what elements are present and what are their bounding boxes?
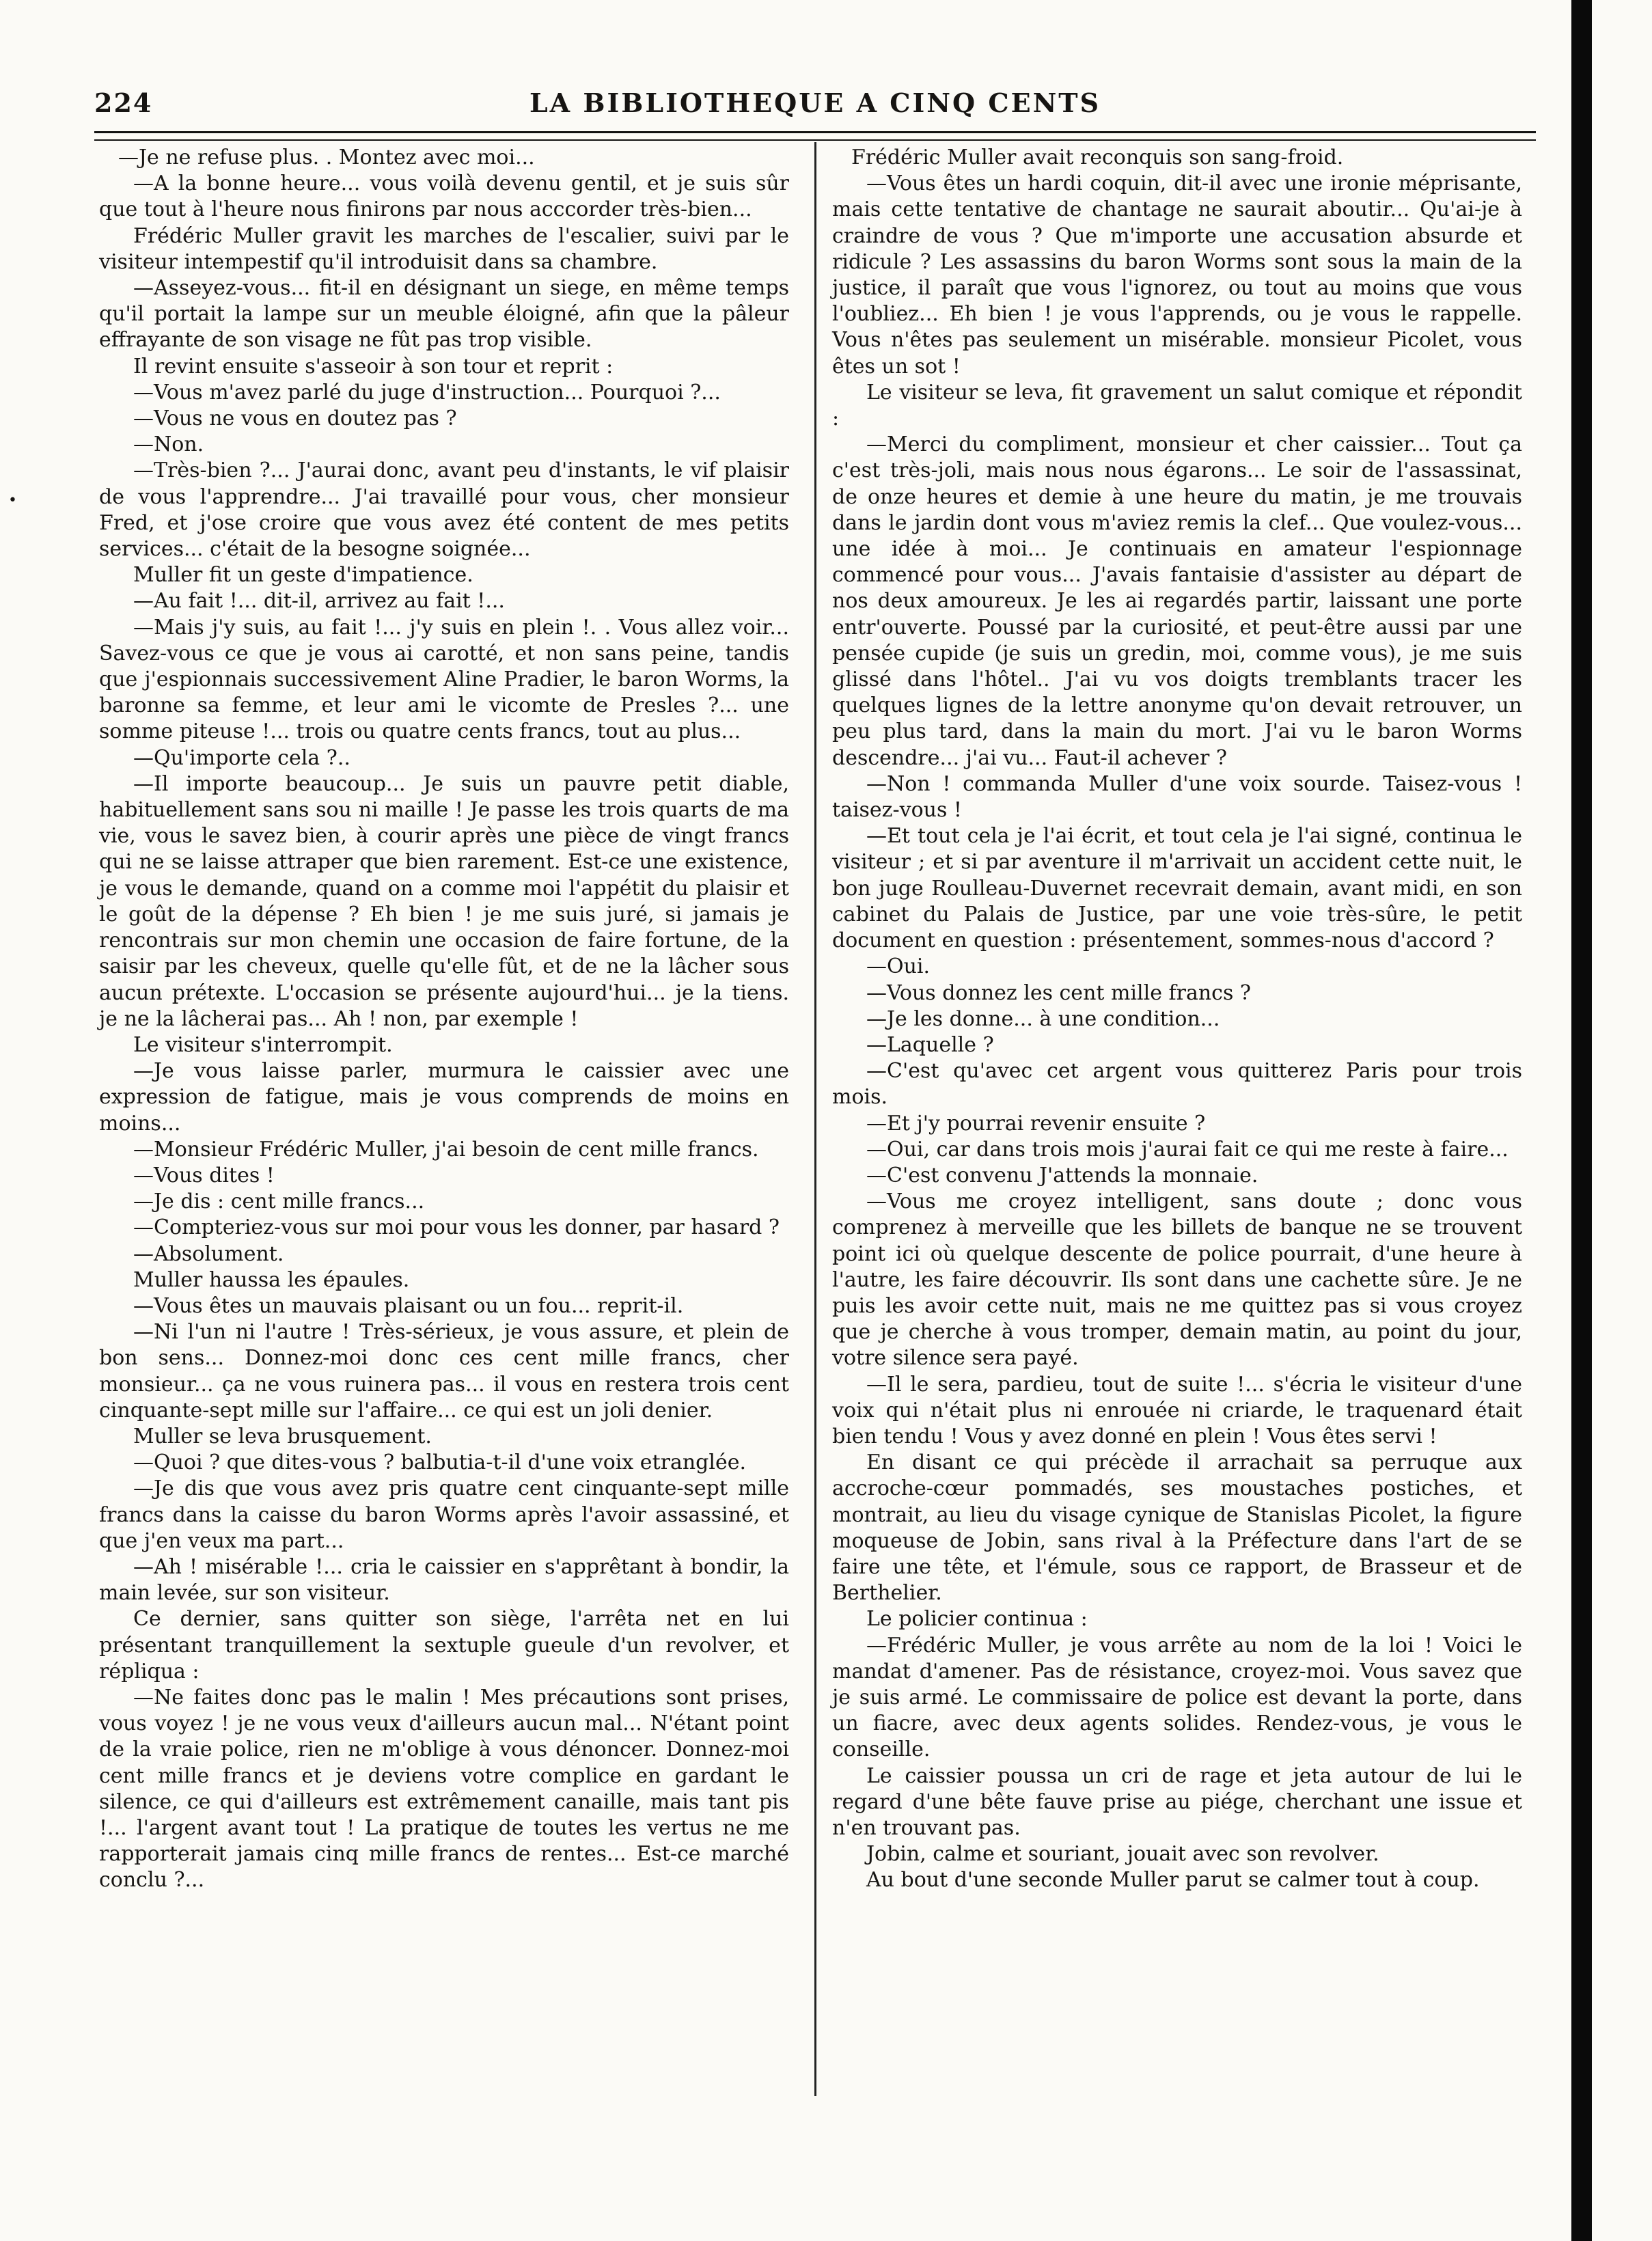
paragraph: Muller haussa les épaules. [133,1267,410,1292]
paragraph: —Et j'y pourrai revenir ensuite ? [866,1111,1206,1136]
paragraph: —A la bonne heure... vous voilà devenu gentil, et je suis sûr que tout à l'heure nous finirons par nous acccorder très-bien... [99,171,789,222]
paragraph: Le visiteur se leva, fit gravement un salut comique et répondit : [832,380,1522,431]
paragraph: —Non ! commanda Muller d'une voix sourde. Taisez-vous ! taisez-vous ! [832,771,1522,823]
paragraph: —Il le sera, pardieu, tout de suite !... s'écria le visiteur d'une voix qui n'était plus ni enrouée ni criarde, le traquenard était bien tendu ! Vous y avez donné en plein ! Vous êtes servi ! [832,1372,1522,1448]
paragraph: —Ne faites donc pas le malin ! Mes précautions sont prises, vous voyez ! je ne vous veux d'ailleurs aucun mal... N'étant point de la vraie police, rien ne m'oblige à vous dénoncer. Donnez-moi cent mille francs et je deviens votre complice en gardant le silence, ce qui d'ailleurs est extrêmement canaille, mais tant pis !... l'argent avant tout ! La pratique de toutes les vertus ne me rapporterait jamais cinq mille francs de rentes... Est-ce marché conclu ?... [99,1685,789,1893]
paragraph: —Vous dites ! [133,1163,275,1187]
paragraph: —Qu'importe cela ?.. [133,745,350,770]
paragraph: —Non. [133,432,204,457]
paragraph: Jobin, calme et souriant, jouait avec son revolver. [866,1842,1379,1867]
paragraph: —Laquelle ? [866,1032,994,1057]
paragraph: —Je les donne... à une condition... [866,1006,1220,1031]
paragraph: —Absolument. [133,1241,284,1266]
paragraph: Ce dernier, sans quitter son siège, l'arrêta net en lui présentant tranquillement la sextuple gueule d'un revolver, et répliqua : [99,1607,789,1683]
page-number: 224 [94,87,153,118]
paragraph: Au bout d'une seconde Muller parut se calmer tout à coup. [866,1868,1480,1893]
paragraph: —Vous êtes un mauvais plaisant ou un fou... reprit-il. [133,1293,684,1318]
paragraph: —Je dis que vous avez pris quatre cent cinquante-sept mille francs dans la caisse du baron Worms après l'avoir assassiné, et que j'en veux ma part... [99,1476,789,1553]
paragraph: Muller fit un geste d'impatience. [133,563,473,588]
page-header [94,87,1536,128]
paragraph: —Compteriez-vous sur moi pour vous les donner, par hasard ? [133,1215,780,1240]
paragraph: —Il importe beaucoup... Je suis un pauvre petit diable, habituellement sans sou ni maille ! Je passe les trois quarts de ma vie, vous le savez bien, à courir après une pièce de vingt francs qui ne se laisse attraper que bien rarement. Est-ce une existence, je vous le demande, quand on a comme moi l'appétit du plaisir et le goût de la dépense ? Eh bien ! je me suis juré, si jamais je rencontrais sur mon chemin une occasion de faire fortune, de la saisir par les cheveux, quelle qu'elle fût, et de ne la lâcher sous aucun prétexte. L'occasion se présente aujourd'hui... je la tiens. je ne la lâcherai pas... Ah ! non, par exemple ! [99,771,789,1031]
paragraph: —Mais j'y suis, au fait !... j'y suis en plein !. . Vous allez voir... Savez-vous ce que je vous ai carotté, et non sans peine, tandis que j'espionnais successivement Aline Pradier, le baron Worms, la baronne sa femme, et leur ami le vicomte de Presles ?... une somme piteuse !... trois ou quatre cents francs, tout au plus... [99,615,789,744]
right-column [832,145,1522,1894]
paragraph: —Merci du compliment, monsieur et cher caissier... Tout ça c'est très-joli, mais nous nous égarons... Le soir de l'assassinat, de onze heures et demie à une heure du matin, je me trouvais dans le jardin dont vous m'aviez remis la clef... Que voulez-vous... une idée à moi... Je continuais en amateur l'espionnage commencé pour vous... J'avais fantaisie d'assister au départ de nos deux amoureux. Je les ai regardés partir, laissant une porte entr'ouverte. Poussé par la curiosité, et peut-être aussi par une pensée cupide (je suis un gredin, moi, comme vous), je me suis glissé dans l'hôtel.. J'ai vu vos doigts tremblants tracer les quelques lignes de la lettre anonyme qu'on devait retrouver, un peu plus tard, dans la main du mort. J'ai vu le baron Worms descendre... j'ai vu... Faut-il achever ? [832,432,1522,770]
header-rule-top [94,131,1536,133]
paragraph: —Vous m'avez parlé du juge d'instruction... Pourquoi ?... [133,380,721,404]
paragraph: —Vous ne vous en doutez pas ? [133,407,457,431]
paragraph: —Je vous laisse parler, murmura le caissier avec une expression de fatigue, mais je vous comprends de moins en moins... [99,1059,789,1136]
paragraph: —Ni l'un ni l'autre ! Très-sérieux, je vous assure, et plein de bon sens... Donnez-moi donc ces cent mille francs, cher monsieur... ça ne vous ruinera pas... il vous en restera trois cent cinquante-sept mille sur l'affaire... ce qui est un joli denier. [99,1320,789,1422]
paragraph: —Frédéric Muller, je vous arrête au nom de la loi ! Voici le mandat d'amener. Pas de résistance, croyez-moi. Vous savez que je suis armé. Le commissaire de police est devant la porte, dans un fiacre, avec deux agents solides. Rendez-vous, je vous le conseille. [832,1633,1522,1762]
paragraph: —Vous êtes un hardi coquin, dit-il avec une ironie méprisante, mais cette tentative de chantage ne saurait aboutir... Qu'ai-je à craindre de vous ? Que m'importe une accusation absurde et ridicule ? Les assassins du baron Worms sont sous la main de la justice, il paraît que vous l'ignorez, ou tout au moins que vous l'oubliez... Eh bien ! je vous l'apprends, ou je vous le rappelle. Vous n'êtes pas seulement un misérable. monsieur Picolet, vous êtes un sot ! [832,171,1522,379]
paragraph: —Quoi ? que dites-vous ? balbutia-t-il d'une voix etranglée. [133,1451,747,1475]
paragraph: —Ah ! misérable !... cria le caissier en s'apprêtant à bondir, la main levée, sur son visiteur. [99,1554,789,1606]
paragraph: —Monsieur Frédéric Muller, j'ai besoin de cent mille francs. [133,1137,759,1161]
paragraph: —Et tout cela je l'ai écrit, et tout cela je l'ai signé, continua le visiteur ; et si par aventure il m'arrivait un accident cette nuit, le bon juge Roulleau-Duvernet recevrait demain, avant midi, en son cabinet du Palais de Justice, par une voie très-sûre, le petit document en question : présentement, sommes-nous d'accord ? [832,824,1522,953]
paragraph: Muller se leva brusquement. [133,1424,432,1448]
left-column [99,145,789,1894]
paragraph: —Vous me croyez intelligent, sans doute ; donc vous comprenez à merveille que les billets de banque ne se trouvent point ici où quelque descente de police pourrait, d'une heure à l'autre, les faire découvrir. Ils sont dans une cachette sûre. Je ne puis les avoir cette nuit, mais ne me quittez pas si vous croyez que je cherche à vous tromper, demain matin, au point du jour, votre silence sera payé. [832,1190,1522,1371]
paragraph: —Oui. [866,954,931,979]
paragraph: —C'est convenu J'attends la monnaie. [866,1163,1258,1187]
paragraph: —Asseyez-vous... fit-il en désignant un siege, en même temps qu'il portait la lampe sur un meuble éloigné, afin que la pâleur effrayante de son visage ne fût pas trop visible. [99,276,789,353]
paragraph: Frédéric Muller gravit les marches de l'escalier, suivi par le visiteur intempestif qu'il introduisit dans sa chambre. [99,223,789,274]
paragraph: —Je dis : cent mille francs... [133,1190,425,1214]
running-title: LA BIBLIOTHEQUE A CINQ CENTS [529,87,1101,118]
paragraph: —Au fait !... dit-il, arrivez au fait !... [133,589,505,614]
paragraph: Frédéric Muller avait reconquis son sang-froid. [851,146,1344,169]
page-edge-shadow [1571,0,1592,2241]
margin-mark: • [8,492,17,509]
paragraph: —Vous donnez les cent mille francs ? [866,980,1251,1005]
column-divider [814,142,816,2096]
paragraph: Le caissier poussa un cri de rage et jeta autour de lui le regard d'une bête fauve prise au piége, cherchant une issue et n'en trouvant pas. [832,1763,1522,1840]
paragraph: —Oui, car dans trois mois j'aurai fait ce qui me reste à faire... [866,1137,1509,1161]
paragraph: Le visiteur s'interrompit. [133,1032,393,1057]
paragraph: —Je ne refuse plus. . Montez avec moi... [118,146,535,169]
paragraph: —C'est qu'avec cet argent vous quitterez Paris pour trois mois. [832,1059,1522,1110]
paragraph: —Très-bien ?... J'aurai donc, avant peu d'instants, le vif plaisir de vous l'apprendre... J'ai travaillé pour vous, cher monsieur Fred, et j'ose croire que vous avez été content de mes petits services... c'était de la besogne soignée... [99,458,789,562]
paragraph: Le policier continua : [866,1607,1088,1632]
paragraph: En disant ce qui précède il arrachait sa perruque aux accroche-cœur pommadés, ses moustaches postiches, et montrait, au lieu du visage cynique de Stanislas Picolet, la figure moqueuse de Jobin, sans rival à la Préfecture dans l'art de se faire une tête, et l'émule, sous ce rapport, de Brasseur et de Berthelier. [832,1451,1522,1606]
header-rule-bottom [94,139,1536,141]
paragraph: Il revint ensuite s'asseoir à son tour et reprit : [133,354,614,379]
